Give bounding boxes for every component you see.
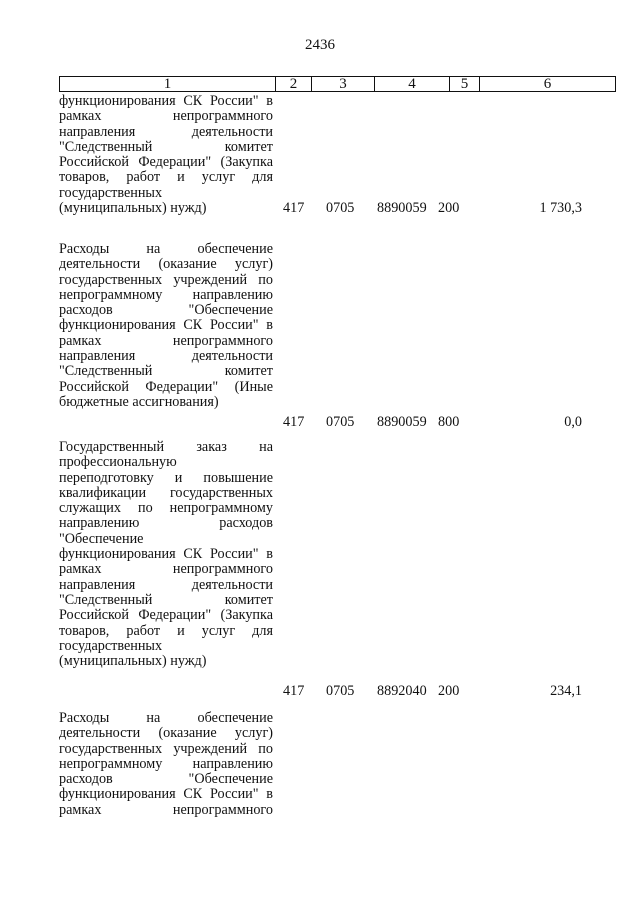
desc-line: квалификации государственных <box>59 484 273 501</box>
row-description <box>59 242 273 410</box>
desc-line: рамках непрограммного <box>59 108 273 125</box>
desc-line: деятельности (оказание услуг) <box>59 256 273 273</box>
desc-line: Государственный заказ на <box>59 439 273 455</box>
amount: 234,1 <box>550 683 582 699</box>
desc-line: рамках непрограммного <box>59 801 273 818</box>
desc-line: переподготовку и повышение <box>59 469 273 486</box>
desc-line: функционирования СК России" в <box>59 786 273 803</box>
desc-line: Российской Федерации" (Закупка <box>59 607 273 624</box>
row-description <box>59 711 273 818</box>
section-code: 0705 <box>326 200 355 216</box>
table-header <box>59 76 616 92</box>
expense-type: 200 <box>438 200 460 216</box>
target-code: 8890059 <box>377 200 427 216</box>
row-description <box>59 440 273 669</box>
header-col-5: 5 <box>450 77 480 91</box>
desc-line: Расходы на обеспечение <box>59 710 273 726</box>
header-col-3: 3 <box>312 77 375 91</box>
desc-line: товаров, работ и услуг для <box>59 622 273 639</box>
amount: 0,0 <box>564 414 582 430</box>
desc-line: функционирования СК России" в <box>59 546 273 563</box>
desc-line: государственных <box>59 184 163 201</box>
desc-line: государственных <box>59 637 163 654</box>
row-description <box>59 94 273 216</box>
desc-line: бюджетные ассигнования) <box>59 393 219 410</box>
header-col-2: 2 <box>276 77 312 91</box>
desc-line: расходов "Обеспечение <box>59 771 273 788</box>
page-number: 2436 <box>305 37 335 53</box>
target-code: 8892040 <box>377 683 427 699</box>
desc-line: функционирования СК России" в <box>59 317 273 334</box>
desc-line: непрограммному направлению <box>59 286 273 303</box>
desc-line: Российской Федерации" (Иные <box>59 378 273 395</box>
section-code: 0705 <box>326 414 355 430</box>
header-col-6: 6 <box>543 76 552 92</box>
target-code: 8890059 <box>377 414 427 430</box>
desc-line: Расходы на обеспечение <box>59 241 273 257</box>
amount: 1 730,3 <box>539 200 582 216</box>
desc-line: "Обеспечение <box>59 530 144 547</box>
desc-line: направления деятельности <box>59 123 273 140</box>
expense-type: 200 <box>438 683 460 699</box>
desc-line: направлению расходов <box>59 515 273 532</box>
desc-line: "Следственный комитет <box>59 363 273 380</box>
desc-line: "Следственный комитет <box>59 591 273 608</box>
header-col-1: 1 <box>60 77 276 91</box>
desc-line: функционирования СК России" в <box>59 93 273 109</box>
expense-type: 800 <box>438 414 460 430</box>
desc-line: "Следственный комитет <box>59 138 273 155</box>
desc-line: Российской Федерации" (Закупка <box>59 154 273 171</box>
admin-code: 417 <box>283 683 305 699</box>
desc-line: товаров, работ и услуг для <box>59 169 273 186</box>
section-code: 0705 <box>326 683 355 699</box>
desc-line: служащих по непрограммному <box>59 500 273 517</box>
admin-code: 417 <box>283 200 305 216</box>
desc-line: (муниципальных) нужд) <box>59 200 207 217</box>
desc-line: непрограммному направлению <box>59 755 273 772</box>
desc-line: расходов "Обеспечение <box>59 302 273 319</box>
desc-line: направления деятельности <box>59 348 273 365</box>
desc-line: направления деятельности <box>59 576 273 593</box>
desc-line: деятельности (оказание услуг) <box>59 725 273 742</box>
header-col-4: 4 <box>375 77 450 91</box>
desc-line: рамках непрограммного <box>59 561 273 578</box>
desc-line: профессиональную <box>59 454 177 471</box>
desc-line: государственных учреждений по <box>59 740 273 757</box>
admin-code: 417 <box>283 414 305 430</box>
desc-line: (муниципальных) нужд) <box>59 653 207 670</box>
desc-line: рамках непрограммного <box>59 332 273 349</box>
desc-line: государственных учреждений по <box>59 271 273 288</box>
